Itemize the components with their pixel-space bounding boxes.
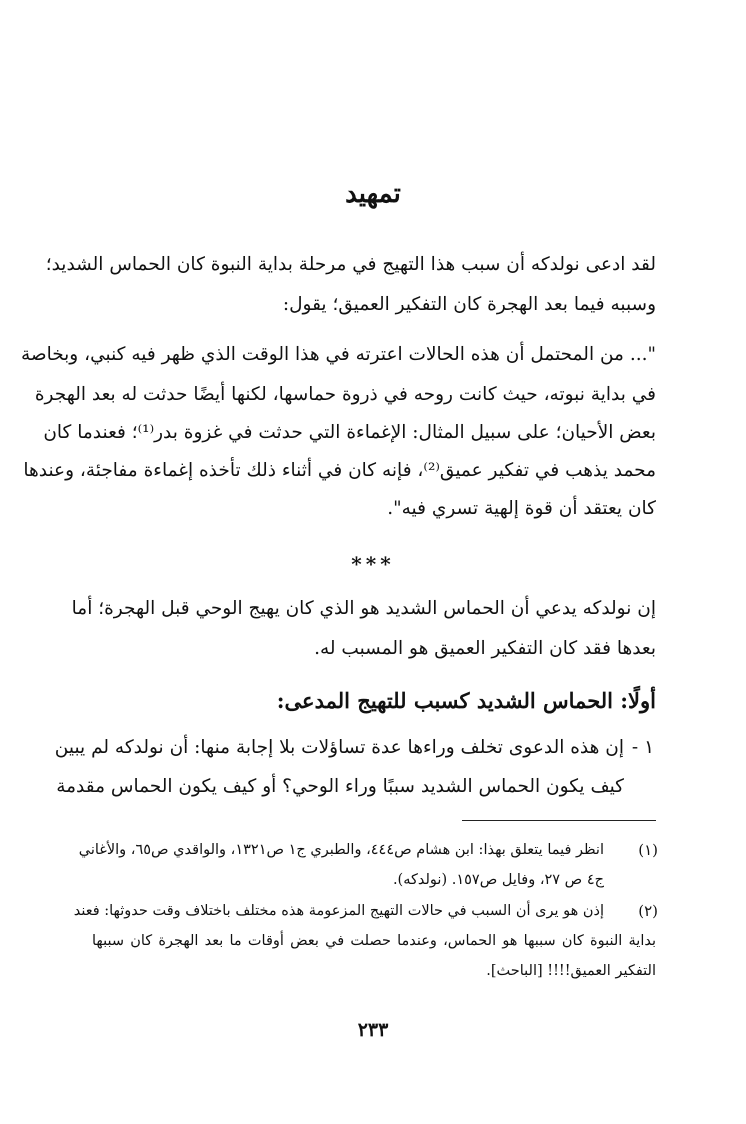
quote-line-5: كان يعتقد أن قوة إلهية تسري فيه". [387, 498, 656, 519]
item-line-2: كيف يكون الحماس الشديد سببًا وراء الوحي؟ أو كيف يكون الحماس مقدمة [56, 776, 624, 797]
summary-line-2: بعدها فقد كان التفكير العميق هو المسبب له. [314, 638, 656, 659]
footnote-2-line-2: بداية النبوة كان سببها هو الحماس، وعندما حصلت في بعض أوقات ما بعد الهجرة كان سببها [92, 933, 656, 949]
footnote-1-line-1: انظر فيما يتعلق بهذا: ابن هشام ص٤٤٤، والطبري ج١ ص١٣٢١، والواقدي ص٦٥، والأغاني [78, 842, 604, 858]
chapter-title: تمهيد [345, 179, 401, 209]
item-number: ١ - [631, 737, 654, 758]
footnote-2-line-1: إذن هو يرى أن السبب في حالات التهيج المزعومة هذه مختلف باختلاف وقت حدوثها: فعند [73, 903, 604, 919]
quote-line-3: بعض الأحيان؛ على سبيل المثال: الإغماءة التي حدثت في غزوة بدر⁽¹⁾؛ فعندما كان [43, 422, 656, 443]
page-number: ٢٣٣ [357, 1019, 389, 1041]
section-separator: *** [351, 552, 395, 576]
footnote-separator [462, 820, 656, 821]
footnote-1-line-2: ج٤ ص ٢٧، وفايل ص١٥٧. (نولدكه). [392, 872, 604, 888]
footnote-2-line-3: التفكير العميق!!!! [الباحث]. [486, 963, 656, 979]
intro-line-1: لقد ادعى نولدكه أن سبب هذا التهيج في مرحلة بداية النبوة كان الحماس الشديد؛ [45, 254, 656, 275]
quote-line-2: في بداية نبوته، حيث كانت روحه في ذروة حماسها، لكنها أيضًا حدثت له بعد الهجرة [34, 384, 656, 405]
intro-line-2: وسببه فيما بعد الهجرة كان التفكير العميق؛ يقول: [282, 294, 656, 315]
quote-line-1: "... من المحتمل أن هذه الحالات اعترته في هذا الوقت الذي ظهر فيه كنبي، وبخاصة [20, 344, 656, 365]
section-heading: أولًا: الحماس الشديد كسبب للتهيج المدعى: [276, 688, 656, 713]
quote-line-4: محمد يذهب في تفكير عميق⁽²⁾، فإنه كان في أثناء ذلك تأخذه إغماءة مفاجئة، وعندها [23, 460, 656, 481]
item-line-1: إن هذه الدعوى تخلف وراءها عدة تساؤلات بلا إجابة منها: أن نولدكه لم يبين [54, 737, 624, 758]
footnote-2-number: (٢) [638, 902, 658, 920]
summary-line-1: إن نولدكه يدعي أن الحماس الشديد هو الذي كان يهيج الوحي قبل الهجرة؛ أما [71, 598, 656, 619]
footnote-1-number: (١) [638, 841, 658, 859]
